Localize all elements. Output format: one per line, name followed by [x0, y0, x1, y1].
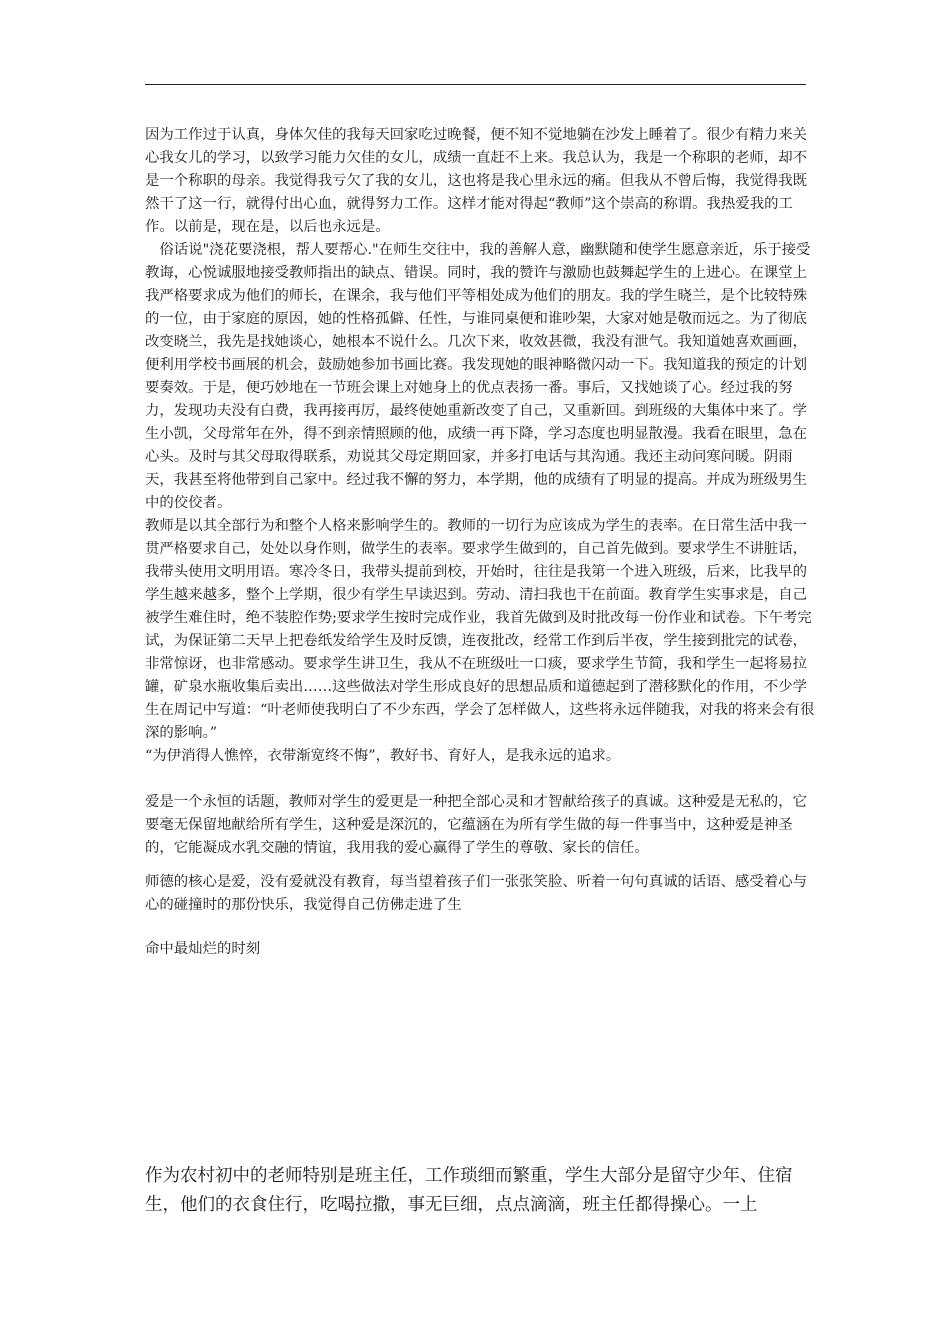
header-rule: [145, 84, 806, 85]
paragraph-6: 师德的核心是爱，没有爱就没有教育，每当望着孩子们一张张笑脸、听着一句句真诚的话语、感受着心与心的碰撞时的那份快乐，我觉得自己仿佛走进了生: [145, 874, 807, 913]
paragraph-1: 因为工作过于认真，身体欠佳的我每天回家吃过晚餐，便不知不觉地躺在沙发上睡着了。很少有精力来关心我女儿的学习，以致学习能力欠佳的女儿，成绩一直赶不上来。我总认为，我是一个称职的老师，却不是一个称职的母亲。我觉得我亏欠了我的女儿，这也将是我心里永远的痛。但我从不曾后悔，我觉得我既然干了这一行，就得付出心血，就得努力工作。这样才能对得起“教师”这个崇高的称谓。我热爱我的工作。以前是，现在是，以后也永远是。: [145, 127, 807, 235]
paragraph-5: 爱是一个永恒的话题，教师对学生的爱更是一种把全部心灵和才智献给孩子的真诚。这种爱是无私的，它要毫无保留地献给所有学生，这种爱是深沉的，它蕴涵在为所有学生做的每一件事当中，这种爱是神圣的，它能凝成水乳交融的情谊，我用我的爱心赢得了学生的尊敬、家长的信任。: [145, 794, 807, 856]
paragraph-3: 教师是以其全部行为和整个人格来影响学生的。教师的一切行为应该成为学生的表率。在日常生活中我一贯严格要求自己，处处以身作则，做学生的表率。要求学生做到的，自己首先做到。要求学生不讲脏话，我带头使用文明用语。寒冷冬日，我带头提前到校，开始时，往往是我第一个进入班级，后来，比我早的学生越来越多，整个上学期，很少有学生早读迟到。劳动、清扫我也干在前面。教育学生实事求是，自己被学生难住时，绝不装腔作势;要求学生按时完成作业，我首先做到及时批改每一份作业和试卷。下午考完试，为保证第二天早上把卷纸发给学生及时反馈，连夜批改，经常工作到后半夜，学生接到批完的试卷，非常惊讶，也非常感动。要求学生讲卫生，我从不在班级吐一口痰，要求学生节简，我和学生一起将易拉罐，矿泉水瓶收集后卖出……这些做法对学生形成良好的思想品质和道德起到了潜移默化的作用，不少学生在周记中写道：“叶老师使我明白了不少东西，学会了怎样做人，这些将永远伴随我，对我的将来会有很深的影响。”: [145, 518, 815, 741]
paragraph-2: 俗话说"浇花要浇根，帮人要帮心."在师生交往中，我的善解人意，幽默随和使学生愿意亲近，乐于接受教诲，心悦诚服地接受教师指出的缺点、错误。同时，我的赞许与激励也鼓舞起学生的上进心。在课堂上我严格要求成为他们的师长，在课余，我与他们平等相处成为他们的朋友。我的学生晓兰，是个比较特殊的一位，由于家庭的原因，她的性格孤僻、任性，与谁同桌便和谁吵架，大家对她是敬而远之。为了彻底改变晓兰，我先是找她谈心，她根本不说什么。几次下来，收效甚微，我没有泄气。我知道她喜欢画画，便利用学校书画展的机会，鼓励她参加书画比赛。我发现她的眼神略微闪动一下。我知道我的预定的计划要奏效。于是，便巧妙地在一节班会课上对她身上的优点表扬一番。事后，又找她谈了心。经过我的努力，发现功夫没有白费，我再接再厉，最终使她重新改变了自己，又重新回。到班级的大集体中来了。学生小凯，父母常年在外，得不到亲情照顾的他，成绩一再下降，学习态度也明显散漫。我看在眼里，急在心头。及时与其父母取得联系，劝说其父母定期回家，并多打电话与其沟通。我还主动问寒问暖。阴雨天，我甚至将他带到自己家中。经过我不懈的努力，本学期，他的成绩有了明显的提高。并成为班级男生中的佼佼者。: [145, 242, 811, 511]
paragraph-7: 命中最灿烂的时刻: [145, 941, 261, 957]
paragraph-4: “为伊消得人憔悴，衣带渐宽终不悔”，教好书、育好人，是我永远的追求。: [145, 748, 621, 764]
paragraph-8: 作为农村初中的老师特别是班主任，工作琐细而繁重，学生大部分是留守少年、住宿生，他们的衣食住行，吃喝拉撒，事无巨细，点点滴滴，班主任都得操心。一上: [145, 1166, 793, 1215]
document-body-large: [145, 1162, 815, 1220]
document-body: [145, 124, 815, 961]
